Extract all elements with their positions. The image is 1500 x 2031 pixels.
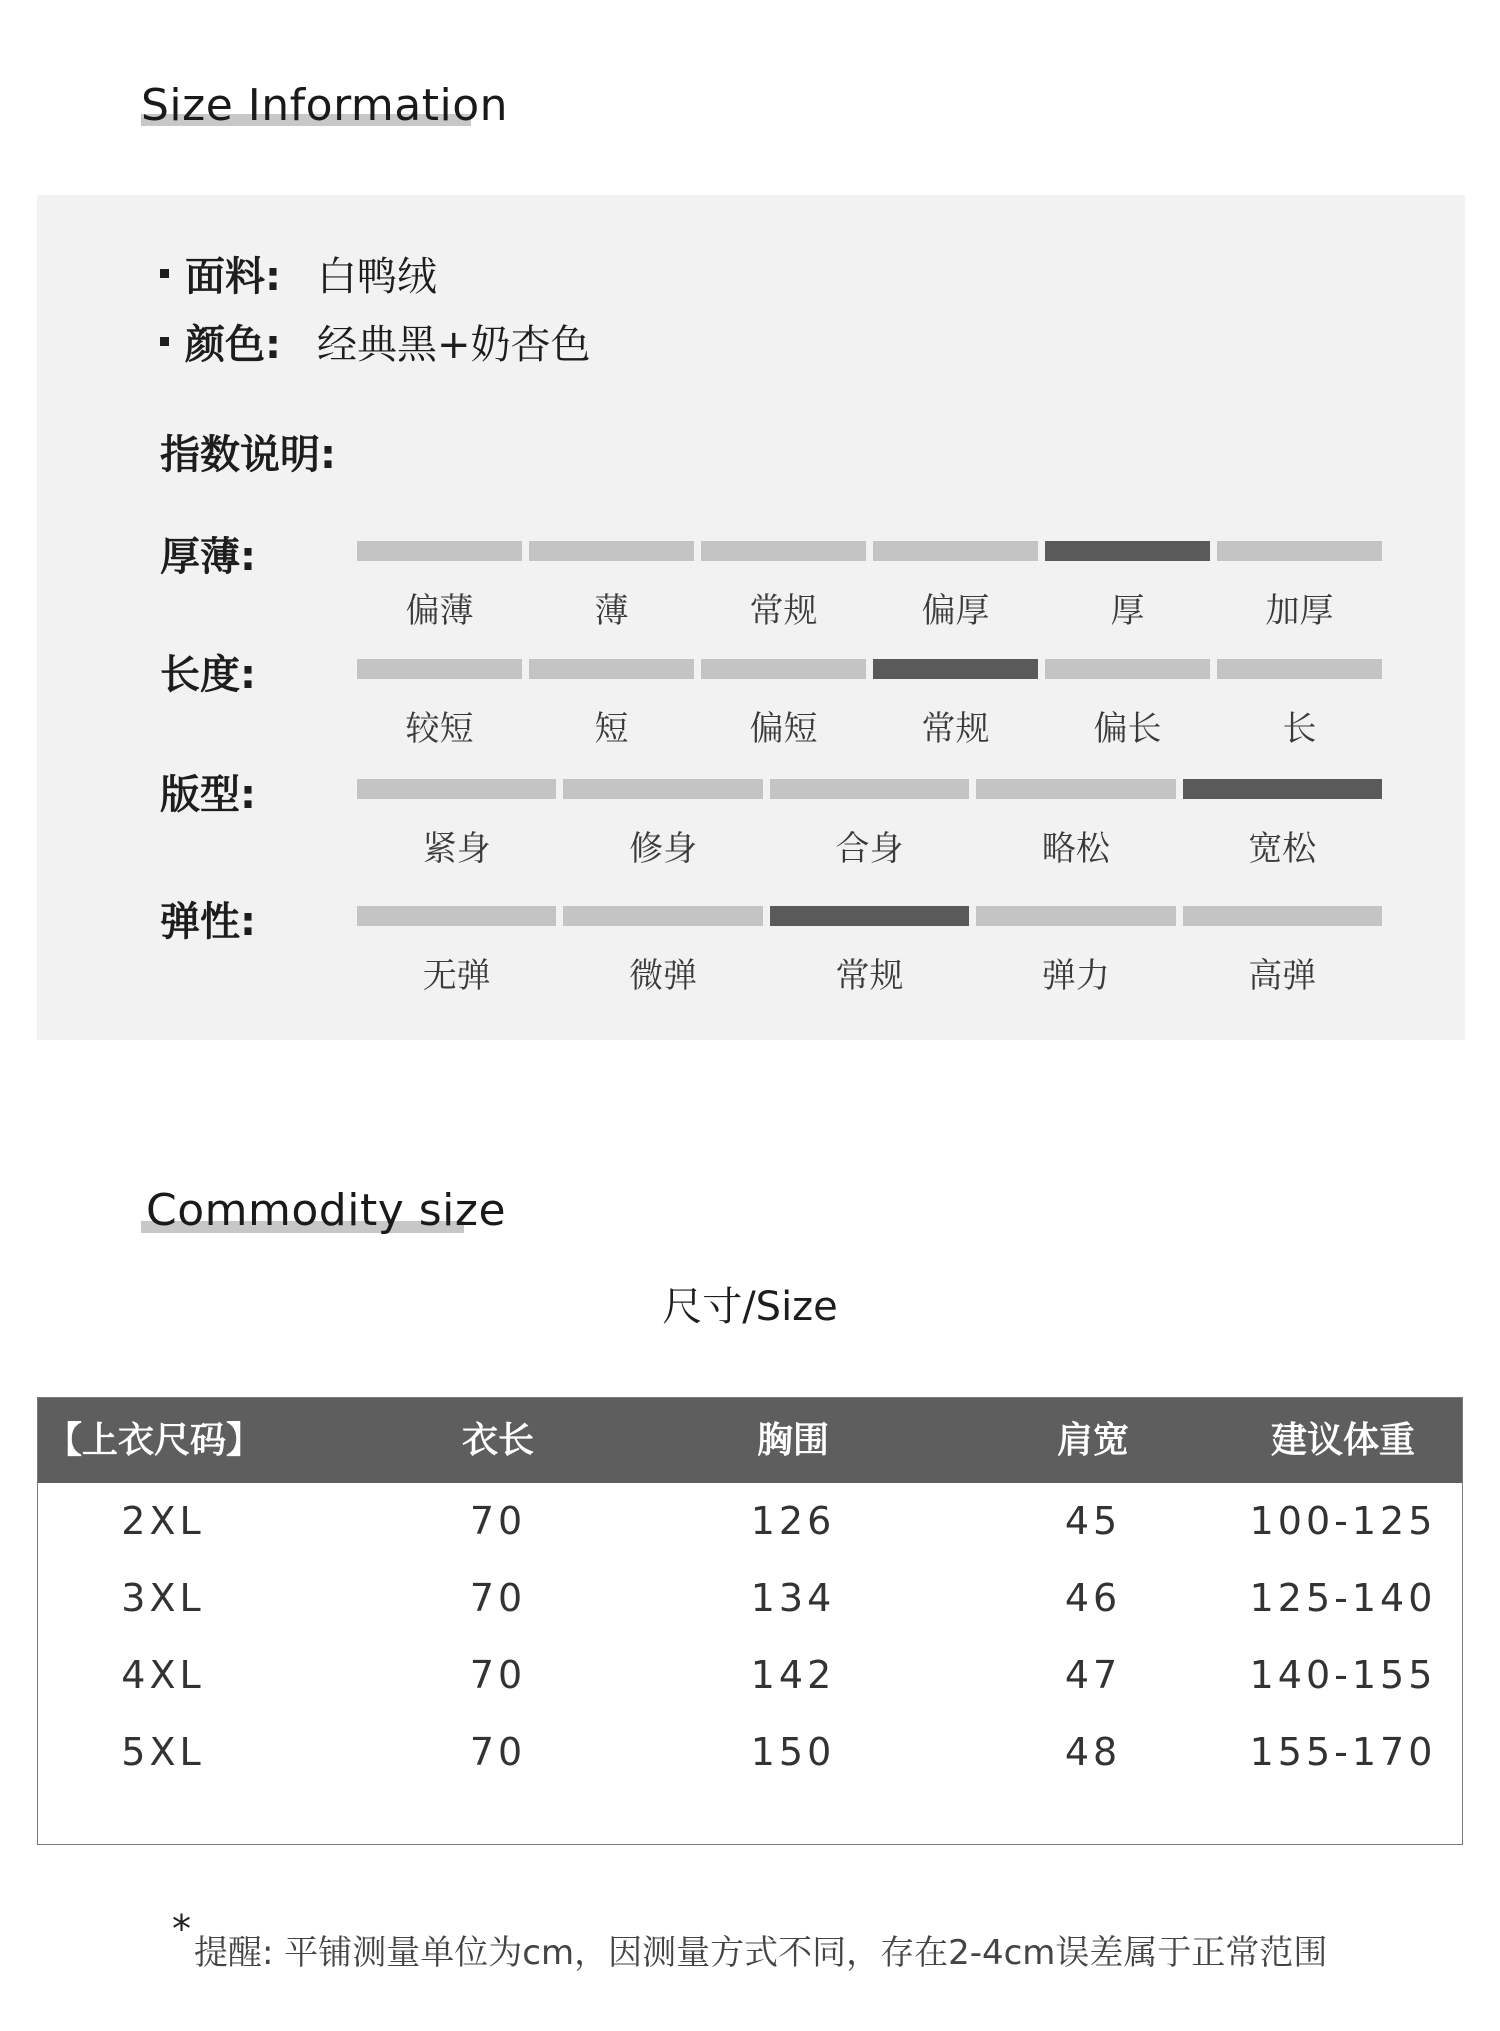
meter-segment — [976, 906, 1175, 926]
table-row — [38, 1483, 1462, 1560]
meter-segment — [1217, 541, 1382, 561]
cell-shoulder: 45 — [1064, 1499, 1122, 1543]
meter-option-label: 常规 — [921, 709, 990, 749]
meter-segment — [976, 779, 1175, 799]
table-row — [38, 1637, 1462, 1714]
meter-option-label: 微弹 — [629, 956, 698, 996]
cell-shoulder: 46 — [1064, 1576, 1122, 1620]
commodity-size-title-text: Commodity size — [146, 1185, 507, 1236]
meter-option-label: 弹力 — [1041, 956, 1110, 996]
meter-option-label: 无弹 — [422, 956, 491, 996]
meter-option-label: 薄 — [594, 591, 629, 631]
cell-shoulder: 48 — [1064, 1730, 1122, 1774]
meter-segment — [873, 541, 1038, 561]
cell-weight: 100-125 — [1249, 1499, 1437, 1543]
cell-length: 70 — [469, 1730, 527, 1774]
meter-option-label: 常规 — [749, 591, 818, 631]
cell-weight: 125-140 — [1249, 1576, 1437, 1620]
meter-option-label: 高弹 — [1248, 956, 1317, 996]
meter-option-label: 合身 — [835, 829, 904, 869]
cell-length: 70 — [469, 1576, 527, 1620]
bullet-icon — [160, 269, 169, 278]
meter-segment — [529, 659, 694, 679]
meter-option-label: 偏薄 — [405, 591, 474, 631]
size-caption: 尺寸/Size — [662, 1284, 838, 1330]
meter-option-label: 常规 — [835, 956, 904, 996]
meter-segment — [357, 906, 556, 926]
color-value: 经典黑+奶杏色 — [317, 322, 591, 368]
meter-option-label: 厚 — [1110, 591, 1145, 631]
meter-segment — [701, 541, 866, 561]
meter-option-label: 略松 — [1041, 829, 1110, 869]
meter-segment-selected — [1183, 779, 1382, 799]
header-cell-size: 【上衣尺码】 — [46, 1420, 263, 1461]
cell-chest: 150 — [750, 1730, 836, 1774]
meter-option-label: 较短 — [405, 709, 474, 749]
material-key: 面料: — [185, 254, 281, 300]
meter-option-label: 修身 — [629, 829, 698, 869]
cell-chest: 126 — [750, 1499, 836, 1543]
meter-segment-selected — [770, 906, 969, 926]
size-information-title-text: Size Information — [141, 80, 509, 131]
cell-chest: 142 — [750, 1653, 836, 1697]
cell-size: 2XL — [121, 1499, 205, 1543]
meter-segment — [701, 659, 866, 679]
size-table — [37, 1397, 1463, 1845]
size-information-title — [141, 80, 508, 131]
fit-label: 版型: — [160, 772, 256, 818]
material-row — [160, 245, 437, 302]
meter-option-label: 偏短 — [749, 709, 818, 749]
meter-segment — [770, 779, 969, 799]
cell-size: 5XL — [121, 1730, 205, 1774]
meter-option-label: 短 — [594, 709, 629, 749]
table-header — [38, 1398, 1462, 1483]
meter-option-label: 长 — [1282, 709, 1317, 749]
cell-weight: 140-155 — [1249, 1653, 1437, 1697]
info-panel — [37, 195, 1465, 1040]
meter-segment — [357, 541, 522, 561]
index-heading: 指数说明: — [160, 432, 336, 478]
meter-option-label: 紧身 — [422, 829, 491, 869]
header-cell-shoulder: 肩宽 — [1056, 1420, 1129, 1461]
header-cell-length: 衣长 — [461, 1420, 534, 1461]
meter-segment-selected — [873, 659, 1038, 679]
header-cell-chest: 胸围 — [756, 1420, 829, 1461]
length-label: 长度: — [160, 652, 256, 698]
meter-option-label: 宽松 — [1248, 829, 1317, 869]
meter-segment — [1045, 659, 1210, 679]
cell-size: 3XL — [121, 1576, 205, 1620]
meter-option-label: 偏长 — [1093, 709, 1162, 749]
elasticity-label: 弹性: — [160, 899, 256, 945]
meter-segment — [529, 541, 694, 561]
meter-segment — [357, 659, 522, 679]
meter-segment — [563, 906, 762, 926]
meter-segment — [357, 779, 556, 799]
meter-segment — [1183, 906, 1382, 926]
asterisk-icon: * — [172, 1907, 191, 1951]
header-cell-weight: 建议体重 — [1270, 1420, 1415, 1461]
cell-weight: 155-170 — [1249, 1730, 1437, 1774]
meter-segment — [1217, 659, 1382, 679]
table-row — [38, 1560, 1462, 1637]
cell-length: 70 — [469, 1653, 527, 1697]
color-key: 颜色: — [185, 322, 281, 368]
cell-shoulder: 47 — [1064, 1653, 1122, 1697]
commodity-size-title — [146, 1185, 506, 1236]
cell-chest: 134 — [750, 1576, 836, 1620]
thickness-label: 厚薄: — [160, 534, 256, 580]
color-row — [160, 313, 591, 370]
note-text: 提醒: 平铺测量单位为cm，因测量方式不同，存在2-4cm误差属于正常范围 — [194, 1933, 1328, 1973]
table-row — [38, 1714, 1462, 1791]
bullet-icon — [160, 337, 169, 346]
meter-segment-selected — [1045, 541, 1210, 561]
cell-size: 4XL — [121, 1653, 205, 1697]
material-value: 白鸭绒 — [317, 254, 437, 300]
meter-segment — [563, 779, 762, 799]
meter-option-label: 加厚 — [1265, 591, 1334, 631]
cell-length: 70 — [469, 1499, 527, 1543]
meter-option-label: 偏厚 — [921, 591, 990, 631]
